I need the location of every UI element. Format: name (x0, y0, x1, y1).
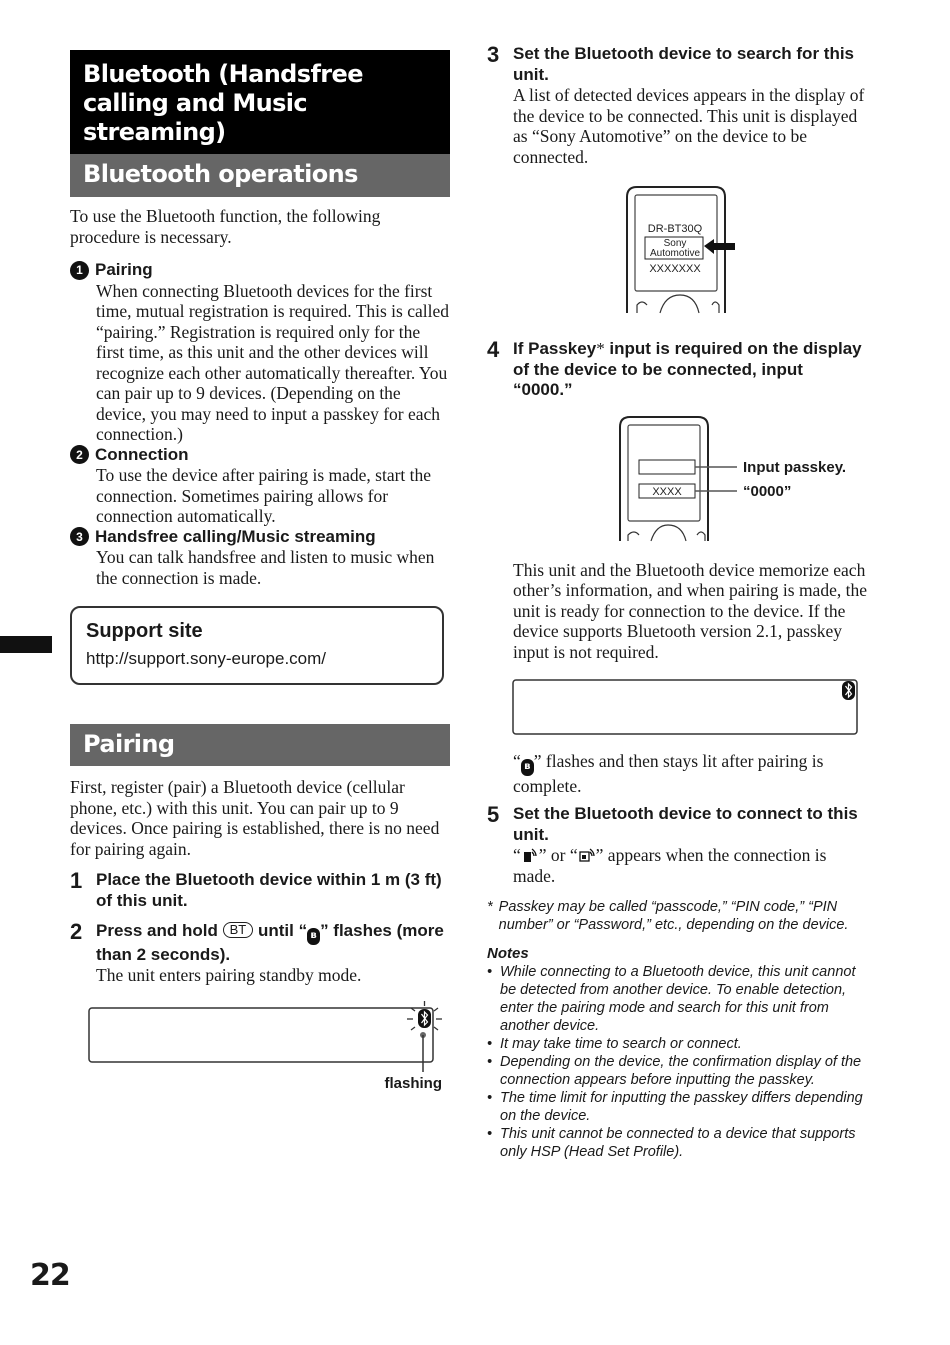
step-number: 1 (70, 868, 83, 893)
flash-note (487, 751, 867, 796)
right-column (487, 44, 867, 1161)
step-5-heading (487, 804, 867, 845)
note-item: • The time limit for inputting the passkey differs depending on the device. (487, 1089, 867, 1125)
note-text: This unit cannot be connected to a device that supports only HSP (Head Set Profile). (500, 1126, 856, 1161)
step-number: 4 (487, 337, 500, 362)
note-text: Depending on the device, the confirmation display of the connection appears before inputting the passkey. (500, 1054, 862, 1089)
step-body-text: ” appears when the connection is made. (513, 845, 827, 886)
step-body: The unit enters pairing standby mode. (96, 965, 362, 986)
note-item: • It may take time to search or connect. (487, 1036, 742, 1053)
step-number: 5 (487, 802, 500, 828)
procedure-title: Connection (95, 444, 189, 464)
step-3-heading (487, 44, 867, 85)
flash-note-text: ” flashes and then stays lit after pairing is complete. (513, 751, 824, 796)
procedure-title: Handsfree calling/Music streaming (95, 526, 376, 546)
step-body-text: “ (513, 845, 521, 866)
step-number: 2 (70, 919, 83, 944)
section-tab-marker (0, 636, 52, 653)
circled-number: 1 (70, 261, 89, 280)
intro-text: To use the Bluetooth function, the following procedure is necessary. (70, 206, 381, 247)
step-title: If Passkey (513, 339, 597, 358)
step-5-body (487, 845, 867, 886)
note-text: The time limit for inputting the passkey differs depending on the device. (500, 1090, 863, 1125)
bt-key-icon: BT (223, 922, 254, 938)
support-url-link[interactable]: http://support.sony-europe.com/ (86, 649, 327, 668)
passkey-value-label: “0000” (743, 482, 792, 500)
asterisk: * (596, 339, 605, 358)
procedure-item (70, 445, 450, 527)
note-text: It may take time to search or connect. (500, 1036, 742, 1053)
device-name-3: XXXXXXX (649, 263, 701, 275)
pairing-section-title: Pairing (70, 724, 450, 766)
phone-passkey-illustration (487, 413, 867, 545)
footnote-asterisk: * (487, 899, 493, 916)
device-name-2b: Automotive (649, 248, 701, 259)
page-number: 22 (30, 1258, 70, 1293)
step-text: Place the Bluetooth device within 1 m (3 ft) of this unit. (96, 870, 442, 910)
phone-device-list-illustration (487, 183, 867, 321)
note-item: • While connecting to a Bluetooth device, this unit cannot be detected from another device. To enable detection, enter the pairing mode and search for this unit from another device. (487, 963, 867, 1035)
step-title: Set the Bluetooth device to connect to this unit. (513, 804, 858, 844)
step-text: ” flashes (more than 2 seconds). (96, 921, 444, 964)
bluetooth-icon: ʙ (521, 759, 534, 776)
step-4-heading (487, 339, 867, 401)
left-column (70, 50, 450, 1106)
bluetooth-flash-icon (407, 1001, 442, 1030)
step-title: input is required on the display of the device to be connected, input “0000.” (513, 339, 862, 399)
procedure-item (70, 260, 450, 445)
unit-display-flashing-illustration (70, 996, 450, 1106)
unit-display-panel (89, 1008, 433, 1062)
support-title: Support site (86, 620, 203, 642)
pairing-step-2 (70, 921, 450, 986)
step-title: Set the Bluetooth device to search for this unit. (513, 44, 855, 84)
input-passkey-label: Input passkey. (743, 458, 847, 476)
step-text: until “ (257, 921, 308, 940)
pairing-step-1 (70, 870, 450, 911)
note-text: While connecting to a Bluetooth device, this unit cannot be detected from another device. To enable detection, enter the pairing mode and search for this unit from another device. (500, 964, 856, 1035)
audio-connected-icon (578, 847, 596, 863)
unit-display-panel (513, 680, 857, 734)
circled-number: 3 (70, 527, 89, 546)
footnote (487, 898, 867, 934)
phone-keypad (637, 295, 719, 313)
device-name-1: DR-BT30Q (647, 223, 703, 235)
phone-keypad (628, 525, 705, 541)
passkey-prompt-box (639, 460, 695, 474)
unit-display-lit-illustration (487, 675, 867, 739)
step-text: Press and hold (96, 921, 218, 940)
section-title: Bluetooth (Handsfree calling and Music streaming) (70, 50, 450, 154)
procedure-title: Pairing (95, 260, 153, 279)
notes-title: Notes (487, 945, 529, 963)
subsection-title: Bluetooth operations (70, 154, 450, 197)
note-item: • This unit cannot be connected to a device that supports only HSP (Head Set Profile). (487, 1125, 867, 1161)
phone-body (620, 417, 708, 541)
phone-connected-icon (521, 847, 539, 863)
procedure-item (70, 527, 450, 589)
note-item: • Depending on the device, the confirmation display of the connection appears before inputting the passkey. (487, 1053, 867, 1089)
device-name-2a: Sony (663, 238, 687, 249)
passkey-field-text: XXXX (652, 485, 682, 498)
procedure-text: When connecting Bluetooth devices for the first time, mutual registration is required. This is called “pairing.” Registration is required only for the first time, as this unit and the other devices will recognize each other automatically thereafter. You can pair up to 9 devices. (Depending on the device, you may need to input a passkey for each connection.) (96, 280, 449, 444)
step-number: 3 (487, 42, 500, 67)
step-3-body: A list of detected devices appears in the display of the device to be connected. This unit is displayed as “Sony Automotive” on the device to be connected. (513, 85, 865, 167)
footnote-text: Passkey may be called “passcode,” “PIN code,” “PIN number” or “Password,” etc., depending on the device. (498, 899, 849, 934)
flash-note-text: “ (513, 751, 521, 771)
notes-list (487, 963, 867, 1161)
procedure-list (70, 260, 450, 588)
step-body-text: ” or “ (538, 845, 578, 866)
bluetooth-icon: ʙ (307, 928, 320, 945)
procedure-text: To use the device after pairing is made, start the connection. Sometimes pairing allows for connection automatically. (96, 465, 432, 526)
flashing-label: flashing (384, 1074, 442, 1092)
memorize-text: This unit and the Bluetooth device memorize each other’s information, and when pairing is made, the unit is ready for connection to the device. If the device supports Bluetooth version 2.1, passkey input is not required. (513, 559, 867, 662)
arrow-pointer-icon (704, 239, 735, 254)
support-site-box (70, 606, 444, 685)
procedure-text: You can talk handsfree and listen to music when the connection is made. (96, 547, 435, 588)
pairing-intro: First, register (pair) a Bluetooth device (cellular phone, etc.) with this unit. You can pair up to 9 devices. Once pairing is established, there is no need for pairing again. (70, 777, 440, 859)
circled-number: 2 (70, 445, 89, 464)
